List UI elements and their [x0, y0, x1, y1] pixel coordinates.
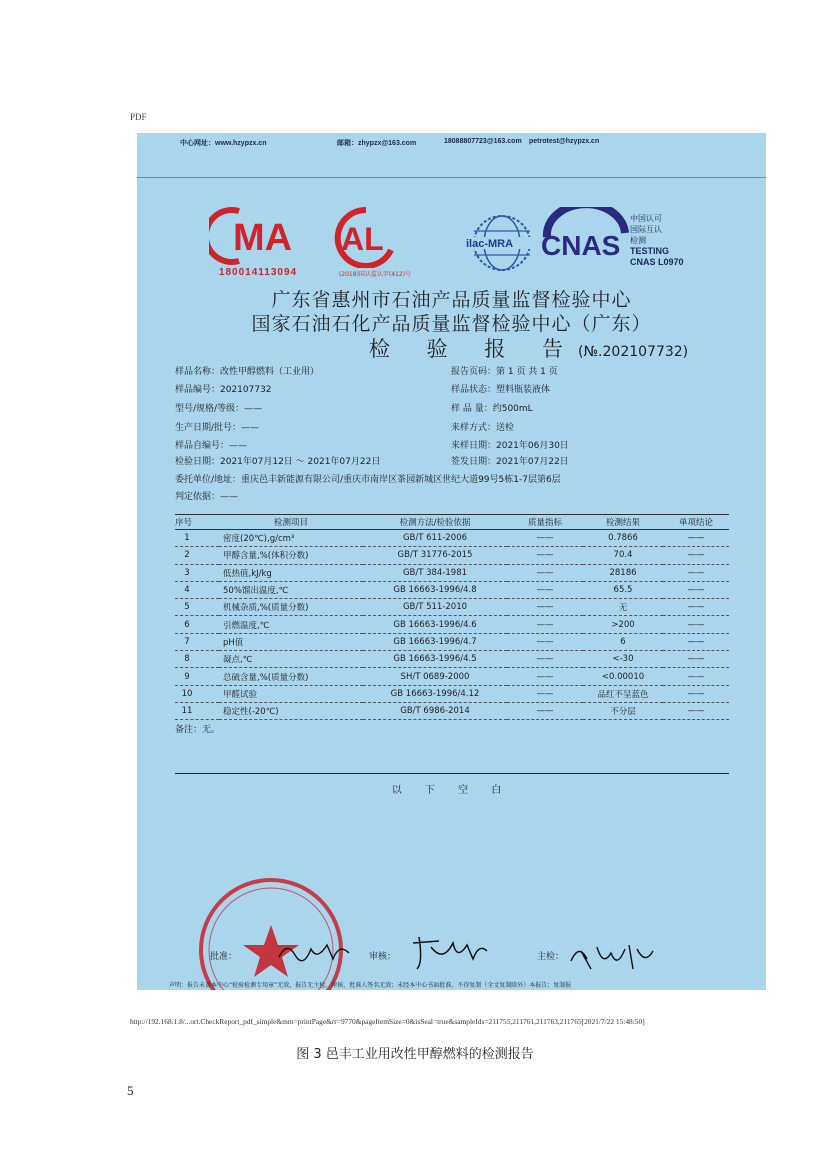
cell-item: 密度(20℃),g/cm³: [219, 530, 363, 547]
table-row: [175, 530, 729, 547]
header-item: 检测项目: [219, 515, 363, 530]
cell-item: 总硫含量,%(质量分数): [219, 668, 363, 685]
cell-result: 品红不呈蓝色: [583, 685, 663, 702]
info-test-date: 检验日期：2021年07月12日 ～ 2021年07月22日: [175, 457, 381, 467]
cell-result: 65.5: [583, 581, 663, 598]
cell-item: 凝点,℃: [219, 651, 363, 668]
report-declaration: 声明：报告未盖本中心“检验检测专用章”无效，报告无主检、审核、批准人签名无效；未经本中心书面批准，不得复制（全文复制除外）本报告；复制报: [169, 982, 572, 989]
header-method: 检测方法/检验依据: [363, 515, 507, 530]
cell-spec: ——: [507, 702, 583, 719]
cell-spec: ——: [507, 547, 583, 564]
info-client: 委托单位/地址：重庆邑丰新能源有限公司/重庆市南岸区茶园新城区世纪大道99号5栋1-7层第6层: [175, 475, 561, 485]
cell-spec: ——: [507, 530, 583, 547]
cell-result: <-30: [583, 651, 663, 668]
cell-conclusion: ——: [663, 564, 729, 581]
cell-method: SH/T 0689-2000: [363, 668, 507, 685]
cell-conclusion: ——: [663, 599, 729, 616]
cell-conclusion: ——: [663, 581, 729, 598]
cell-conclusion: ——: [663, 702, 729, 719]
cell-spec: ——: [507, 633, 583, 650]
table-row: [175, 668, 729, 685]
table-row: [175, 547, 729, 564]
cell-item: pH值: [219, 633, 363, 650]
cnas-logo: [541, 207, 631, 273]
info-delivery-method: 来样方式：送检: [451, 423, 515, 433]
cell-index: 2: [175, 547, 219, 564]
cnas-line-1: 中国认可: [630, 214, 662, 223]
cell-index: 1: [175, 530, 219, 547]
tester-signature: [567, 939, 657, 973]
cell-conclusion: ——: [663, 530, 729, 547]
cell-method: GB/T 31776-2015: [363, 547, 507, 564]
cell-spec: ——: [507, 668, 583, 685]
cell-index: 4: [175, 581, 219, 598]
header-divider: [137, 177, 766, 178]
cell-result: <0.00010: [583, 668, 663, 685]
cell-spec: ——: [507, 599, 583, 616]
cell-result: 6: [583, 633, 663, 650]
cell-item: 50%馏出温度,℃: [219, 581, 363, 598]
cell-method: GB 16663-1996/4.5: [363, 651, 507, 668]
contact-email-3: petrotest@hzypzx.cn: [529, 138, 600, 145]
header-spec: 质量指标: [507, 515, 583, 530]
cell-index: 3: [175, 564, 219, 581]
cal-code: (2018)国认监认字(412)号: [338, 271, 412, 278]
cell-conclusion: ——: [663, 651, 729, 668]
cell-index: 9: [175, 668, 219, 685]
cell-method: GB/T 511-2010: [363, 599, 507, 616]
cma-code: 180014113094: [218, 267, 298, 278]
source-url: http://192.168.1.8/...ort.CheckReport_pdf_simple&mm=printPage&rr=9770&pageItemSize=0&isSeal=true&sampleIds=211755,211761,211763,211765[2021/7/22 15:48:50]: [130, 1017, 645, 1026]
cell-item: 甲醇含量,%(体积分数): [219, 547, 363, 564]
contact-email: 邮箱：zhypzx@163.com: [337, 140, 417, 147]
cell-index: 11: [175, 702, 219, 719]
cnas-line-2: 国际互认: [630, 225, 662, 234]
cell-spec: ——: [507, 685, 583, 702]
cell-method: GB 16663-1996/4.12: [363, 685, 507, 702]
table-header-row: [175, 515, 729, 530]
cnas-line-5: CNAS L0970: [630, 257, 684, 267]
table-row: [175, 564, 729, 581]
cell-result: 0.7866: [583, 530, 663, 547]
info-criteria: 判定依据：——: [175, 492, 239, 502]
report-heading-text: 检 验 报 告: [369, 337, 579, 361]
table-row: [175, 616, 729, 633]
cell-conclusion: ——: [663, 547, 729, 564]
cell-item: 引燃温度,℃: [219, 616, 363, 633]
cnas-accreditation-text: [630, 213, 684, 268]
cell-method: GB/T 6986-2014: [363, 702, 507, 719]
table-row: [175, 581, 729, 598]
table-row: [175, 651, 729, 668]
contact-email-2: 18088807723@163.com: [444, 138, 522, 145]
cell-method: GB 16663-1996/4.7: [363, 633, 507, 650]
reviewer-signature: [409, 933, 489, 971]
info-issue-date: 签发日期：2021年07月22日: [451, 457, 569, 467]
approver-signature: [277, 937, 352, 967]
header-index: 序号: [175, 515, 219, 530]
cell-conclusion: ——: [663, 685, 729, 702]
cell-index: 6: [175, 616, 219, 633]
header-conclusion: 单项结论: [663, 515, 729, 530]
ilac-mra-logo: [464, 213, 536, 273]
report-number: (№.202107732): [578, 344, 689, 360]
contact-website: 中心网址：www.hzypzx.cn: [180, 140, 267, 147]
info-sample-state: 样品状态：塑料瓶装液体: [451, 385, 551, 395]
svg-text:ilac-MRA: ilac-MRA: [466, 238, 514, 250]
table-end-divider: [175, 773, 729, 774]
cell-item: 机械杂质,%(质量分数): [219, 599, 363, 616]
table-row: [175, 685, 729, 702]
table-row: [175, 633, 729, 650]
table-row: [175, 702, 729, 719]
approve-label: 批准：: [210, 952, 238, 962]
table-row: [175, 599, 729, 616]
page-number: 5: [127, 1083, 134, 1098]
cell-item: 稳定性(-20℃): [219, 702, 363, 719]
cell-index: 8: [175, 651, 219, 668]
cell-result: 不分层: [583, 702, 663, 719]
cell-index: 7: [175, 633, 219, 650]
figure-caption: 图 3 邑丰工业用改性甲醇燃料的检测报告: [296, 1047, 534, 1062]
cell-spec: ——: [507, 581, 583, 598]
cma-logo: [209, 207, 307, 265]
info-sample-id: 样品编号：202107732: [175, 385, 272, 395]
cal-logo: [331, 202, 401, 268]
cell-spec: ——: [507, 616, 583, 633]
info-page: 报告页码：第 1 页 共 1 页: [451, 367, 558, 377]
report-title-center: 广东省惠州市石油产品质量监督检验中心: [271, 289, 632, 311]
cell-conclusion: ——: [663, 616, 729, 633]
cell-result: 28186: [583, 564, 663, 581]
cell-result: >200: [583, 616, 663, 633]
review-label: 审核：: [369, 952, 397, 962]
cell-method: GB/T 384-1981: [363, 564, 507, 581]
cell-spec: ——: [507, 564, 583, 581]
cell-item: 甲醛试验: [219, 685, 363, 702]
header-result: 检测结果: [583, 515, 663, 530]
results-table-wrapper: [175, 514, 729, 720]
cell-method: GB 16663-1996/4.8: [363, 581, 507, 598]
results-table: [175, 514, 729, 720]
cell-method: GB/T 611-2006: [363, 530, 507, 547]
svg-text:CNAS: CNAS: [541, 230, 621, 261]
cell-item: 低热值,kJ/kg: [219, 564, 363, 581]
inspection-report: [137, 133, 766, 990]
info-receive-date: 来样日期：2021年06月30日: [451, 441, 569, 451]
cell-conclusion: ——: [663, 668, 729, 685]
remarks: 备注：无。: [175, 725, 221, 735]
info-self-number: 样品自编号：——: [175, 441, 248, 451]
cnas-line-4: TESTING: [630, 246, 670, 256]
cnas-line-3: 检测: [630, 236, 646, 245]
official-seal: [196, 875, 346, 990]
pdf-label: PDF: [130, 112, 147, 122]
cell-spec: ——: [507, 651, 583, 668]
cell-index: 10: [175, 685, 219, 702]
info-sample-name: 样品名称：改性甲醇燃料（工业用）: [175, 367, 320, 377]
svg-text:MA: MA: [233, 217, 293, 259]
svg-text:AL: AL: [341, 221, 384, 257]
cell-result: 70.4: [583, 547, 663, 564]
cell-conclusion: ——: [663, 633, 729, 650]
cell-result: 无: [583, 599, 663, 616]
report-title-national: 国家石油石化产品质量监督检验中心（广东）: [251, 313, 652, 335]
report-heading: [369, 333, 688, 363]
info-sample-qty: 样 品 量：约500mL: [451, 404, 533, 414]
info-production-date: 生产日期/批号：——: [175, 423, 260, 433]
cell-method: GB 16663-1996/4.6: [363, 616, 507, 633]
cell-index: 5: [175, 599, 219, 616]
info-model: 型号/规格/等级：——: [175, 404, 263, 414]
test-label: 主检：: [537, 952, 565, 962]
blank-below-text: 以 下 空 白: [391, 785, 512, 796]
